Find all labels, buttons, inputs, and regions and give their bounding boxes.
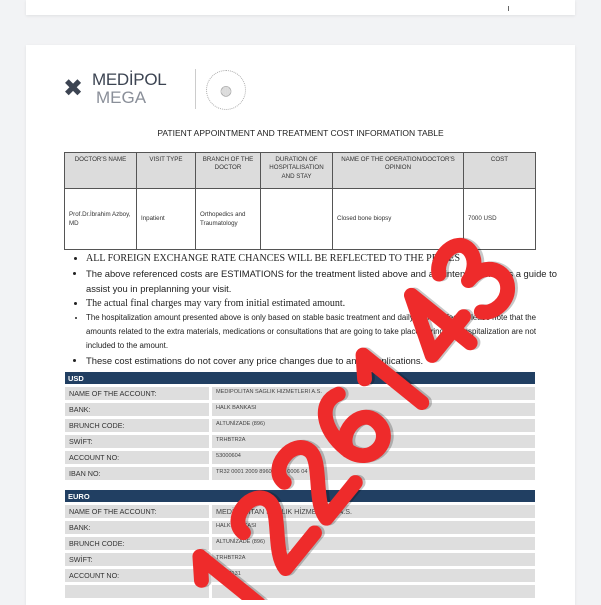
bank-label: BRUNCH CODE: bbox=[65, 537, 209, 550]
table-row bbox=[65, 189, 536, 250]
bank-row bbox=[65, 537, 535, 550]
cost-table bbox=[64, 152, 536, 250]
bank-value: HALK BANKASI bbox=[212, 403, 535, 416]
hospital-logo bbox=[63, 67, 253, 112]
bank-row bbox=[65, 435, 535, 448]
cell-doctor-name: Prof.Dr.İbrahim Azboy, MD bbox=[65, 189, 137, 250]
bank-row bbox=[65, 403, 535, 416]
document-title: PATIENT APPOINTMENT AND TREATMENT COST INFORMATION TABLE bbox=[157, 128, 444, 138]
medipol-logo-icon: ✖ bbox=[63, 74, 84, 102]
bank-label: NAME OF THE ACCOUNT: bbox=[65, 505, 209, 518]
bank-label: SWİFT: bbox=[65, 553, 209, 566]
header-duration: DURATION OF HOSPITALISATION AND STAY bbox=[261, 153, 333, 189]
header-visit-type: VISIT TYPE bbox=[137, 153, 196, 189]
bank-value: TRHBTR2A bbox=[212, 435, 535, 448]
bank-usd-header: USD bbox=[65, 372, 535, 384]
note-item: • The actual final charges may vary from initial estimated amount. bbox=[86, 296, 564, 311]
cell-visit-type: Inpatient bbox=[137, 189, 196, 250]
note-item: • These cost estimations do not cover any price changes due to any complications. bbox=[86, 353, 564, 368]
header-doctor-name: DOCTOR'S NAME bbox=[65, 153, 137, 189]
bank-label: SWİFT: bbox=[65, 435, 209, 448]
previous-page-card bbox=[26, 0, 575, 15]
notes-and-bank-details bbox=[64, 251, 564, 598]
bank-row bbox=[65, 451, 535, 464]
header-operation: NAME OF THE OPERATION/DOCTOR'S OPINION bbox=[333, 153, 464, 189]
bank-label: NAME OF THE ACCOUNT: bbox=[65, 387, 209, 400]
bank-value bbox=[212, 585, 535, 598]
bank-value: ALTUNİZADE (896) bbox=[212, 537, 535, 550]
notes-list bbox=[64, 251, 564, 368]
document-page bbox=[26, 45, 575, 605]
bank-row bbox=[65, 553, 535, 566]
note-item: • The hospitalization amount presented above is only based on stable basic treatment and daily rooming fees. Please note that the amounts related to the extra materials, medications or consultations that are going to take place during the hospitalization are not included to the amount. bbox=[86, 311, 564, 353]
header-branch: BRANCH OF THE DOCTOR bbox=[196, 153, 261, 189]
bank-label: BANK: bbox=[65, 403, 209, 416]
note-item: • ALL FOREIGN EXCHANGE RATE CHANCES WILL BE REFLECTED TO THE PRICES bbox=[86, 251, 564, 266]
bank-value: 53000604 bbox=[212, 451, 535, 464]
cell-branch: Orthopedics and Traumatology bbox=[196, 189, 261, 250]
bank-value: TR32 0001 2009 8960 0053 0006 04 bbox=[212, 467, 535, 480]
bank-label: ACCOUNT NO: bbox=[65, 451, 209, 464]
bank-row bbox=[65, 569, 535, 582]
bank-value: TRHBTR2A bbox=[212, 553, 535, 566]
cell-operation: Closed bone biopsy bbox=[333, 189, 464, 250]
bank-row bbox=[65, 521, 535, 534]
bank-label: ACCOUNT NO: bbox=[65, 569, 209, 582]
university-hospital-seal-icon: ◍ bbox=[206, 70, 246, 110]
header-cost: COST bbox=[464, 153, 536, 189]
page-mark bbox=[508, 6, 509, 11]
bank-label bbox=[65, 585, 209, 598]
cell-duration bbox=[261, 189, 333, 250]
bank-label: BRUNCH CODE: bbox=[65, 419, 209, 432]
bank-value: 58000131 bbox=[212, 569, 535, 582]
logo-divider bbox=[195, 69, 196, 109]
bank-value: MEDIPOLITAN SAGLIK HIZMETLERI A.S. bbox=[212, 387, 535, 400]
cell-cost: 7000 USD bbox=[464, 189, 536, 250]
bank-row bbox=[65, 505, 535, 518]
logo-line1: MEDİPOL bbox=[92, 70, 167, 89]
bank-row bbox=[65, 585, 535, 598]
bank-value: ALTUNİZADE (896) bbox=[212, 419, 535, 432]
bank-label: BANK: bbox=[65, 521, 209, 534]
bank-euro-header: EURO bbox=[65, 490, 535, 502]
bank-row bbox=[65, 387, 535, 400]
bank-usd-section bbox=[65, 372, 535, 480]
bank-euro-section bbox=[65, 490, 535, 598]
logo-line2: MEGA bbox=[96, 88, 147, 107]
bank-value: HALK BANKASI bbox=[212, 521, 535, 534]
note-item: • The above referenced costs are ESTIMATIONS for the treatment listed above and are intended only as a guide to assist you in preplanning your visit. bbox=[86, 266, 564, 296]
bank-label: IBAN NO: bbox=[65, 467, 209, 480]
bank-row bbox=[65, 419, 535, 432]
bank-row bbox=[65, 467, 535, 480]
bank-value: MEDİPOLİTAN SAĞLIK HİZMETLERİ A.S. bbox=[212, 505, 535, 518]
table-header-row bbox=[65, 153, 536, 189]
